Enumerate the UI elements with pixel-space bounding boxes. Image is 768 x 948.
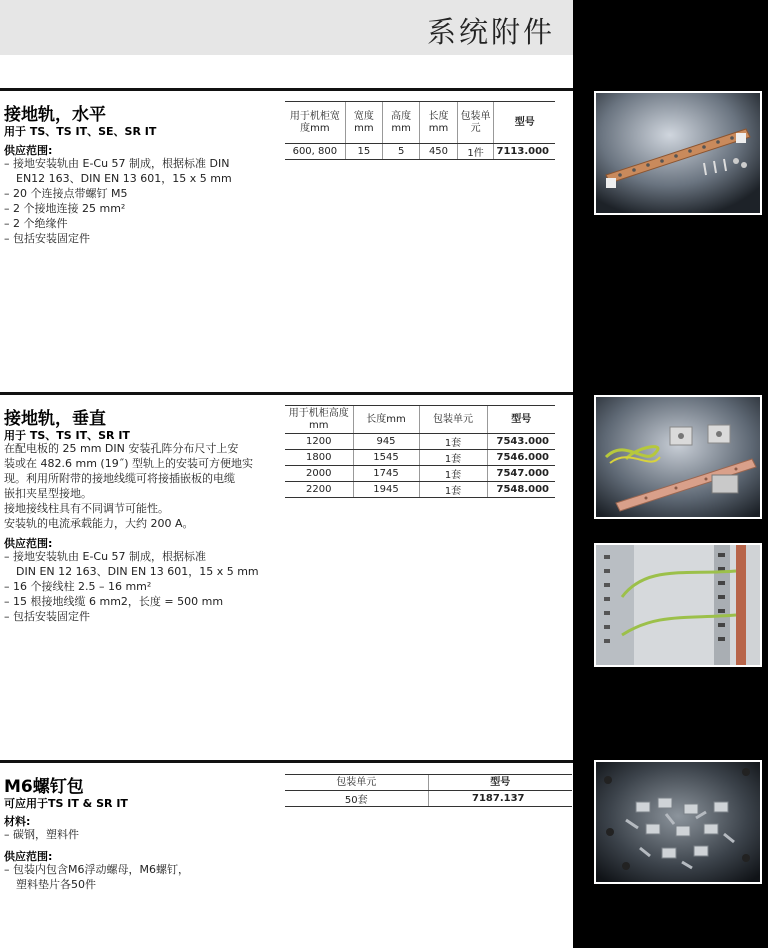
- table-cell: 1545: [353, 450, 419, 466]
- section-title: M6螺钉包: [4, 777, 84, 797]
- table-cell: 15: [345, 144, 382, 160]
- model-number: 7187.137: [428, 791, 572, 807]
- spec-table: [285, 774, 572, 807]
- table-cell: 945: [353, 434, 419, 450]
- supply-list: [4, 156, 232, 246]
- list-item: – 包括安装固定件: [4, 232, 90, 245]
- section-title: 接地轨，水平: [4, 105, 106, 125]
- list-item: – 包装内包含M6浮动螺母，M6螺钉，: [4, 863, 189, 876]
- supply-list: [4, 549, 259, 624]
- section-subtitle: 可应用于TS IT & SR IT: [4, 797, 128, 810]
- table-cell: 1套: [419, 466, 487, 482]
- description-line: 安装轨的电流承载能力，大约 200 A。: [4, 517, 194, 530]
- column-header: 长度mm: [420, 102, 457, 144]
- installed-ground-cable-photo: [594, 543, 762, 667]
- table-cell: 2000: [285, 466, 353, 482]
- m6-screw-pack-photo: [594, 760, 762, 884]
- section-divider: [0, 760, 573, 763]
- header-band: [0, 0, 573, 55]
- list-item: – 2 个接地连接 25 mm²: [4, 202, 126, 215]
- supply-label: 供应范围:: [4, 850, 53, 863]
- column-header: 宽度mm: [345, 102, 382, 144]
- table-cell: 1件: [457, 144, 494, 160]
- description-line: 嵌扣夹星型接地。: [4, 487, 92, 500]
- column-header: 包装单元: [419, 406, 487, 434]
- list-item: – 20 个连接点带螺钉 M5: [4, 187, 128, 200]
- list-item: – 包括安装固定件: [4, 610, 90, 623]
- material-list: [4, 827, 79, 842]
- table-cell: 1945: [353, 482, 419, 498]
- table-cell: 1200: [285, 434, 353, 450]
- list-item: – 接地安装轨由 E-Cu 57 制成，根据标准: [4, 550, 207, 563]
- supply-label: 供应范围:: [4, 144, 53, 157]
- table-cell: 50套: [285, 791, 428, 807]
- supply-list: [4, 862, 189, 892]
- list-item: EN12 163、DIN EN 13 601，15 x 5 mm: [16, 172, 232, 185]
- column-header: 包装单元: [285, 775, 428, 791]
- column-header: 包装单元: [457, 102, 494, 144]
- spec-table: [285, 101, 555, 160]
- model-number: 7546.000: [487, 450, 555, 466]
- material-label: 材料:: [4, 815, 31, 828]
- section-subtitle: 用于 TS、TS IT、SE、SR IT: [4, 125, 157, 138]
- section-divider: [0, 88, 573, 91]
- page-title: 系统附件: [426, 15, 555, 49]
- column-header: 用于机柜宽度mm: [285, 102, 345, 144]
- section-title: 接地轨，垂直: [4, 409, 106, 429]
- table-cell: 1套: [419, 434, 487, 450]
- table-cell: 1套: [419, 450, 487, 466]
- table-cell: 450: [420, 144, 457, 160]
- list-item: – 接地安装轨由 E-Cu 57 制成，根据标准 DIN: [4, 157, 230, 170]
- model-number: 7113.000: [494, 144, 555, 160]
- table-header-row: [285, 406, 555, 434]
- section-divider: [0, 392, 573, 395]
- list-item: 塑料垫片各50件: [16, 878, 96, 891]
- column-header: 高度mm: [383, 102, 420, 144]
- list-item: – 16 个接线柱 2.5 – 16 mm²: [4, 580, 152, 593]
- list-item: – 2 个绝缘件: [4, 217, 68, 230]
- vertical-ground-rail-kit-photo: [594, 395, 762, 519]
- table-cell: 600, 800: [285, 144, 345, 160]
- model-number: 7547.000: [487, 466, 555, 482]
- table-cell: 1套: [419, 482, 487, 498]
- description-line: 装或在 482.6 mm (19˝) 型轨上的安装可方便地实: [4, 457, 253, 470]
- description-line: 现。利用所附带的接地线缆可将接插嵌板的电缆: [4, 472, 235, 485]
- model-number: 7543.000: [487, 434, 555, 450]
- table-row: [285, 482, 555, 498]
- table-cell: 1745: [353, 466, 419, 482]
- column-header: 型号: [494, 102, 555, 144]
- table-header-row: [285, 102, 555, 144]
- table-row: [285, 791, 572, 807]
- description-line: 接地接线柱具有不同调节可能性。: [4, 502, 169, 515]
- table-row: [285, 466, 555, 482]
- column-header: 用于机柜高度mm: [285, 406, 353, 434]
- list-item: – 15 根接地线缆 6 mm2，长度 = 500 mm: [4, 595, 224, 608]
- description: [4, 441, 253, 531]
- table-header-row: [285, 775, 572, 791]
- table-row: [285, 434, 555, 450]
- table-cell: 1800: [285, 450, 353, 466]
- column-header: 型号: [428, 775, 572, 791]
- list-item: – 碳钢，塑料件: [4, 828, 79, 841]
- supply-label: 供应范围:: [4, 537, 53, 550]
- spec-table: [285, 405, 555, 498]
- column-header: 型号: [487, 406, 555, 434]
- horizontal-ground-rail-photo: [594, 91, 762, 215]
- section-subtitle: 用于 TS、TS IT、SR IT: [4, 429, 130, 442]
- table-cell: 5: [383, 144, 420, 160]
- model-number: 7548.000: [487, 482, 555, 498]
- list-item: DIN EN 12 163、DIN EN 13 601，15 x 5 mm: [16, 565, 259, 578]
- column-header: 长度mm: [353, 406, 419, 434]
- description-line: 在配电板的 25 mm DIN 安装孔阵分布尺寸上安: [4, 442, 239, 455]
- table-row: [285, 144, 555, 160]
- table-row: [285, 450, 555, 466]
- table-cell: 2200: [285, 482, 353, 498]
